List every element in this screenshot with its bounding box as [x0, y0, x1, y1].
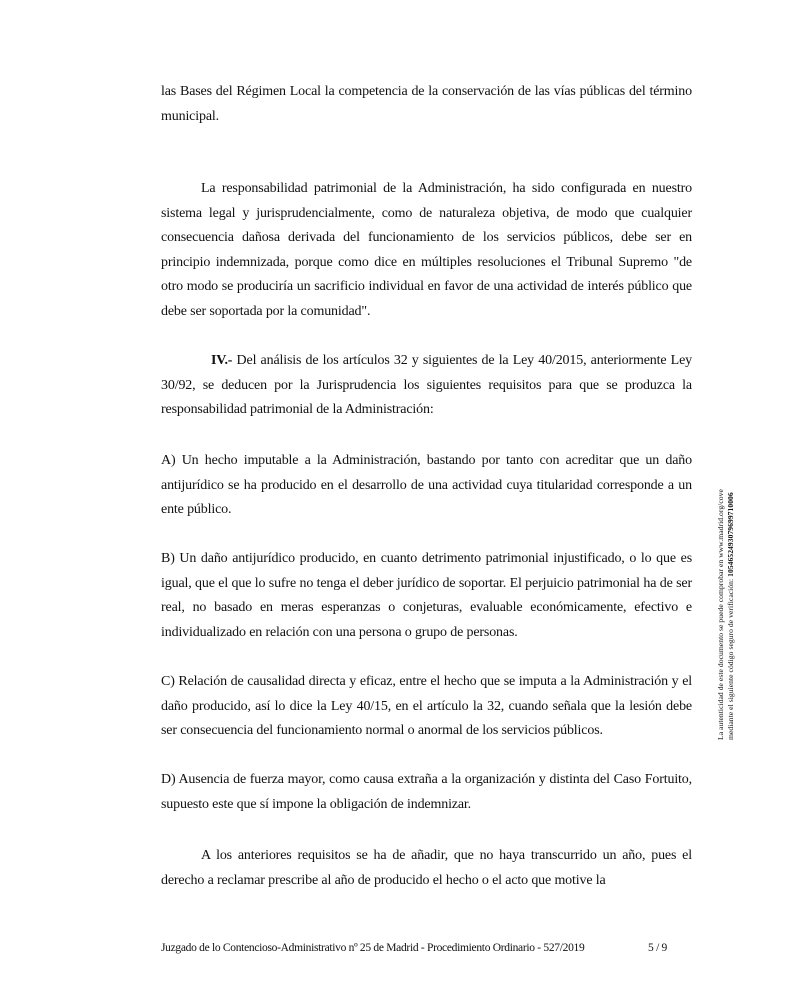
paragraph-section-iv	[161, 349, 692, 423]
page-number: 5 / 9	[648, 942, 667, 954]
section-iv-label: IV.-	[211, 353, 233, 368]
verification-line-2	[726, 440, 736, 740]
paragraph-vias-publicas: las Bases del Régimen Local la competencia de la conservación de las vías públicas del término municipal.	[161, 84, 692, 124]
page-footer	[161, 942, 671, 954]
section-iv-text: Del análisis de los artículos 32 y siguientes de la Ley 40/2015, anteriormente Ley 30/92, se deducen por la Jurisprudencia los siguientes requisitos para que se produzca la responsabilidad patrimonial de la Administración:	[161, 353, 692, 417]
requisito-c: C) Relación de causalidad directa y eficaz, entre el hecho que se imputa a la Administración y el daño producido, así lo dice la Ley 40/15, en el artículo la 32, cuando señala que la lesión debe ser consecuencia del funcionamiento normal o anormal de los servicios públicos.	[161, 674, 692, 738]
footer-court: Juzgado de lo Contencioso-Administrativo nº 25 de Madrid - Procedimiento Ordinario - 527/2019	[161, 942, 585, 954]
verification-code: 1054652493079699710006	[726, 492, 735, 577]
paragraph-plazo-prescripcion: A los anteriores requisitos se ha de añadir, que no haya transcurrido un año, pues el derecho a reclamar prescribe al año de producido el hecho o el acto que motive la	[161, 848, 692, 888]
requisito-a: A) Un hecho imputable a la Administración, bastando por tanto con acreditar que un daño antijurídico se ha producido en el desarrollo de una actividad cuya titularidad corresponde a un ente público.	[161, 453, 692, 517]
verification-line-1: La autenticidad de este documento se puede comprobar en www.madrid.org/cove	[716, 489, 725, 740]
verification-line-2-prefix: mediante el siguiente código seguro de verificación:	[726, 576, 735, 740]
requisito-d: D) Ausencia de fuerza mayor, como causa extraña a la organización y distinta del Caso Fortuito, supuesto este que sí impone la obligación de indemnizar.	[161, 772, 692, 812]
verification-sidebar	[716, 440, 736, 740]
paragraph-responsabilidad-patrimonial: La responsabilidad patrimonial de la Administración, ha sido configurada en nuestro sistema legal y jurisprudencialmente, como de naturaleza objetiva, de modo que cualquier consecuencia dañosa derivada del funcionamiento de los servicios públicos, debe ser en principio indemnizada, porque como dice en múltiples resoluciones el Tribunal Supremo "de otro modo se produciría un sacrificio individual en favor de una actividad de interés público que debe ser soportada por la comunidad".	[161, 181, 692, 319]
requisito-b: B) Un daño antijurídico producido, en cuanto detrimento patrimonial injustificado, o lo que es igual, que el que lo sufre no tenga el deber jurídico de soportar. El perjuicio patrimonial ha de ser real, no basado en meras esperanzas o conjeturas, evaluable económicamente, efectivo e individualizado en relación con una persona o grupo de personas.	[161, 551, 692, 640]
